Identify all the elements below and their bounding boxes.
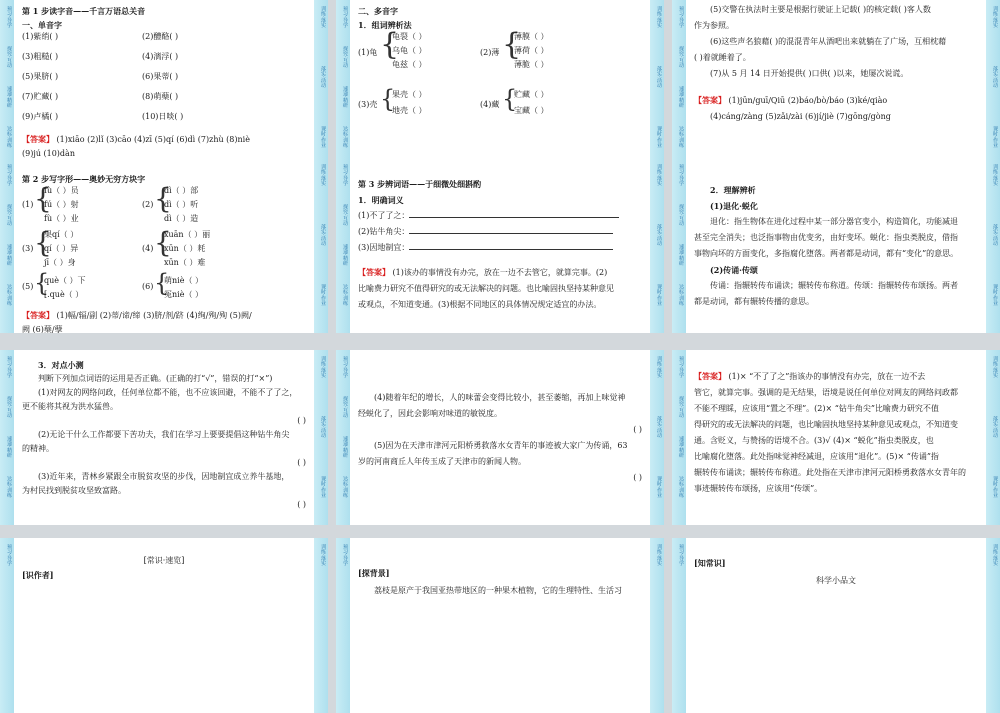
item: (7)贮藏( ) [22, 92, 59, 101]
section-title: 第 2 步写字形——奥妙无穷方块字 [22, 174, 146, 184]
answer-label: 【答案】 [22, 134, 54, 144]
subsection-title: 1．明确词义 [358, 195, 404, 205]
answer-label: 【答案】 [694, 95, 726, 105]
answer-paren[interactable]: ( ) [297, 458, 306, 467]
slide-2: 预习·导学 探究·互动 速递·精研 达标·训练 训练·落实 落实·活动 课时·作业 二、多音字 1．组词辨析法 (1)龟 { 龟裂（ ） 乌龟（ ） 龟兹（ ） (2)薄 { 薄膜（ ） 薄荷（ ） 薄脆（ ） (3)壳 { 果壳（ ） 地壳（ ） (4)藏 { 贮藏（ ） 宝藏（ ） [336, 0, 664, 175]
answer-paren[interactable]: ( ) [297, 416, 306, 425]
slide-11: 预习·导学 训练·落实 [探背景] 荔枝是原产于我国亚热带地区的一种果木植物，它的生理特性、生活习 [336, 538, 664, 713]
subsection-title: [知常识] [694, 558, 726, 568]
answer-label: 【答案】 [358, 267, 390, 277]
group-head: (2)薄 [480, 48, 500, 57]
slide-12: 预习·导学 训练·落实 [知常识] 科学小品文 [672, 538, 1000, 713]
item: (6)果蒂( ) [142, 72, 179, 81]
answer-text: (1)幅/辐/副 (2)蒂/谛/缔 (3)脐/剂/跻 (4)绚/殉/殉 (5)阙/ [56, 311, 252, 320]
item: (10)日啖( ) [142, 112, 184, 121]
answer-paren[interactable]: ( ) [297, 500, 306, 509]
section-title: 3．对点小测 [38, 360, 84, 370]
slide-10: 预习·导学 训练·落实 [常识·速览] [识作者] [0, 538, 328, 713]
slide-6: 预习·导学 探究·互动 速递·精研 达标·训练 训练·落实 落实·活动 课时·作业 2．理解辨析 (1)退化·蜕化 退化：指生物体在进化过程中某一部分器官变小，构造简化，功能减退 甚至完全消失；也泛指事物由优变劣，由好变坏。蜕化：指虫类脱皮，借指 事物向坏的方面变化，多指腐化堕落。两者都是动词，都有“变化”的意思。 (2)传诵·传颂 传诵：指辗转传布诵读；辗转传布称道。传颂：指辗转传布颂扬。两者 都是动词，都有辗转传播的意思。 [672, 158, 1000, 333]
item: (1)紫绡( ) [22, 32, 59, 41]
subsection-title: [识作者] [22, 570, 54, 580]
subsection-title: 一、单音字 [22, 20, 62, 30]
answer-text-cont: (4)cáng/zàng (5)zǎi/zài (6)jí/jiè (7)gōng/gòng [710, 112, 891, 121]
slide-3: 预习·导学 探究·互动 速递·精研 达标·训练 训练·落实 落实·活动 课时·作业 (5)交警在执法时主要是根据行驶证上记载( )的核定载( )客人数 作为参照。 (6)这些声名狼藉( )的混混青年从酒吧出来就躺在了广场，互相枕藉 ( )着就睡着了。 (7)从 5 月 14 日开始提供( )口供( )以来，她屡次说谎。 【答案】 (1)jūn/guī/Qiū (2)báo/bò/báo (3)ké/qiào (4)cáng/zàng (5)zǎi/zài (6)jí/jiè (7)gōng/gòng [672, 0, 1000, 175]
group-head: (4)藏 [480, 100, 500, 109]
section-header: [常识·速览] [143, 556, 185, 565]
item: (2)醴酪( ) [142, 32, 179, 41]
answer-paren[interactable]: ( ) [633, 425, 642, 434]
subsection-title: [探背景] [358, 568, 390, 578]
answer-text-cont: 阙 (6)蘖/孽 [22, 325, 63, 333]
slide-7: 预习·导学 探究·互动 速递·精研 达标·训练 训练·落实 落实·活动 课时·作业 3．对点小测 判断下列加点词语的运用是否正确。(正确的打“√”，错误的打“×”) (1)对网友的网络问政，任何单位都不能，也不应该回避，不能不了了之， 更不能将其视为洪水猛兽。 ( ) (2)无论干什么工作都要下苦功夫，我们在学习上要要提倡这种钻牛角尖 的精神。 ( ) (3)近年来，青林乡紧跟全市脱贫攻坚的步伐，因地制宜成立养牛基地， 为村民找到脱贫攻坚致富路。 ( ) [0, 350, 328, 525]
slide-1 [0, 0, 328, 175]
section-title: 2．理解辨析 [710, 185, 756, 195]
group-head: (3)壳 [358, 100, 378, 109]
answer-paren[interactable]: ( ) [633, 473, 642, 482]
slide-8: 预习·导学 探究·互动 速递·精研 达标·训练 训练·落实 落实·活动 课时·作业 (4)随着年纪的增长，人的味蕾会变得比较小，甚至萎缩，再加上味觉神 经蜕化了，因此会影响对味道的敏锐度。 ( ) (5)因为在天津市津河元阳桥勇救落水女青年的事迹被大家广为传诵，63 岁的河南商丘人年传玉成了天津市的新闻人物。 ( ) [336, 350, 664, 525]
item: (5)果脐( ) [22, 72, 59, 81]
answer-label: 【答案】 [22, 310, 54, 320]
subsection-title: 1．组词辨析法 [358, 20, 412, 30]
slide-4: 预习·导学 探究·互动 速递·精研 达标·训练 训练·落实 落实·活动 课时·作业 第 2 步写字形——奥妙无穷方块字 (1) { fù（ ）员 fú（ ）射 fù（ ）业 (2) { dì（ ）部 dì（ ）听 dì（ ）造 (3) { 果qí（ ） qí（ ）异 jī（ ）身 (4) { xuān（ ）丽 xūn（ ）耗 xūn（ ）难 (5) { què（ ）下 [.què（ ） (6) { 萌niè（ ） 冤niè（ ） 【答案】 (1)幅/辐/副 (2)蒂/谛/缔 (3)脐/剂/跻 (4)绚/殉/殉 (5)阙/ 阙 (6)蘖/孽 [0, 158, 328, 333]
item: (8)萌蘖( ) [142, 92, 179, 101]
answer-label: 【答案】 [694, 371, 726, 381]
item: (9)卢橘( ) [22, 112, 59, 121]
item: (4)漓浮( ) [142, 52, 179, 61]
slide-5: 预习·导学 探究·互动 速递·精研 达标·训练 训练·落实 落实·活动 课时·作业 第 3 步辨词语——于细微处细斟酌 1．明确词义 (1)不了了之： (2)钻牛角尖： (3)因地制宜： 【答案】 (1)该办的事情没有办完，放在一边不去管它，就算完事。(2) 比喻费力研究不值得研究的或无法解决的问题。也比喻固执坚持某种意见 或观点，不知道变通。(3)根据不同地区的具体情况规定适宜的办法。 [336, 158, 664, 333]
answer-text: (1)xiāo (2)lǐ (3)cāo (4)zī (5)qí (6)dì (7)zhù (8)niè [56, 135, 250, 144]
section-title: 第 1 步读字音——千言万语总关音 [22, 6, 146, 16]
answer-text: (1)jūn/guī/Qiū (2)báo/bò/báo (3)ké/qiào [728, 96, 888, 105]
answer-text-cont: (9)jú (10)dàn [22, 149, 75, 158]
slide-9: 预习·导学 探究·互动 速递·精研 达标·训练 训练·落实 落实·活动 课时·作业 【答案】 (1)× “不了了之”指该办的事情没有办完，放在一边不去 管它，就算完事。强调的是无结果，语境是说任何单位对网友的网络问政都 不能不理睬，应该用“置之不理”。(2)× “钻牛角尖”比喻费力研究不值 得研究的或无法解决的问题，也比喻固执地坚持某种意见或观点，不知道变 通。含贬义，与赞扬的语境不合。(3)√ (4)× “蜕化”指虫类脱皮，也 比喻腐化堕落。此处指味觉神经减退，应该用“退化”。(5)× “传诵”指 辗转传布诵读；辗转传布称道。此处指在天津市津河元阳桥勇救落水女青年的 事迹辗转传布颂扬，应该用“传颂”。 [672, 350, 1000, 525]
section-title: 二、多音字 [358, 6, 398, 16]
left-band: 预习·导学 探究·互动 速递·精研 达标·训练 [0, 0, 14, 175]
group-head: (1)龟 [358, 48, 378, 57]
item: (3)粗糙( ) [22, 52, 59, 61]
section-title: 第 3 步辨词语——于细微处细斟酌 [358, 179, 482, 189]
right-band: 训练·落实 落实·活动 课时·作业 [314, 0, 328, 175]
